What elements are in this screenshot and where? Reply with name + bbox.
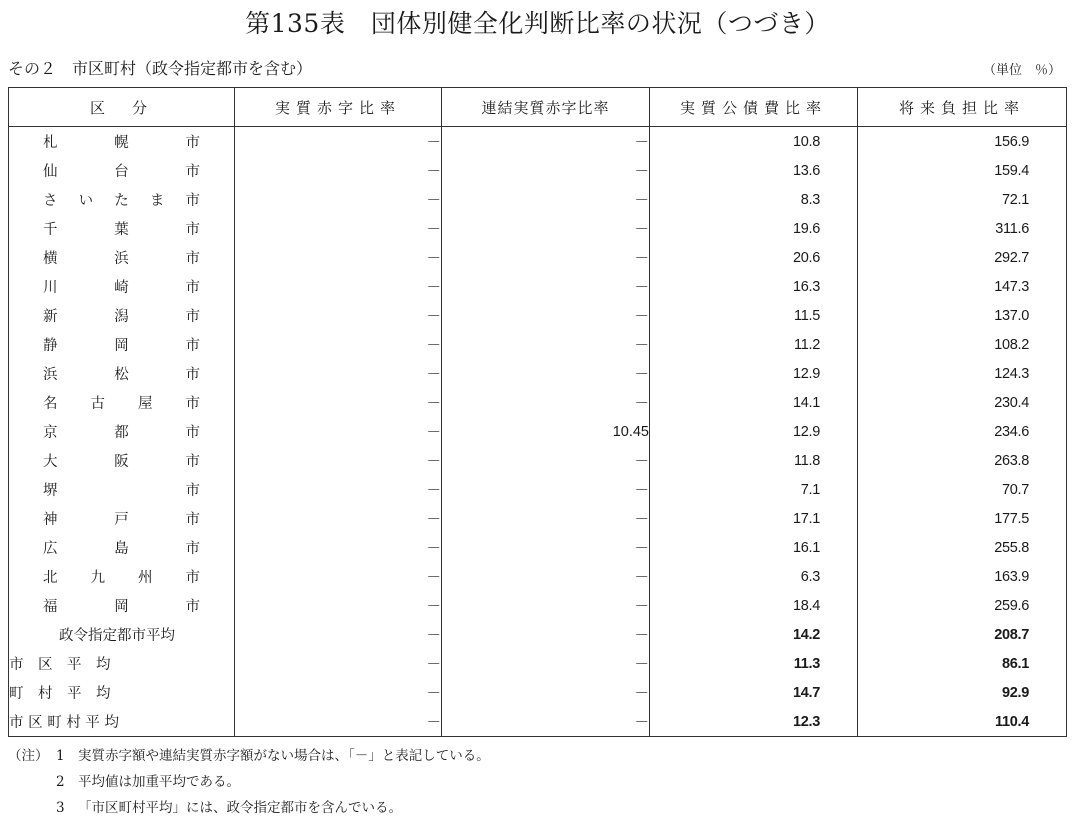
header-row [9, 88, 1067, 127]
consolidated-deficit-cell: － [442, 475, 650, 504]
future-burden-cell: 208.7 [858, 620, 1067, 649]
row-name [9, 359, 235, 388]
row-name-char: 幌 [114, 135, 129, 151]
row-name-char: 潟 [114, 309, 129, 325]
consolidated-deficit-cell: － [442, 185, 650, 214]
consolidated-deficit-cell: － [442, 214, 650, 243]
consolidated-deficit-cell: － [442, 504, 650, 533]
row-name-char: 戸 [114, 512, 129, 528]
row-name [9, 475, 235, 504]
row-name-char: 市 [185, 309, 200, 325]
row-name-char: 市 [185, 512, 200, 528]
consolidated-deficit-cell: 10.45 [442, 417, 650, 446]
row-name-char: 市 [185, 338, 200, 354]
row-name-char: 市 [185, 570, 200, 586]
debt-service-cell: 19.6 [650, 214, 858, 243]
debt-service-cell: 17.1 [650, 504, 858, 533]
future-burden-cell: 311.6 [858, 214, 1067, 243]
debt-service-cell: 11.3 [650, 649, 858, 678]
real-deficit-cell: － [235, 214, 442, 243]
future-burden-cell: 137.0 [858, 301, 1067, 330]
debt-service-cell: 7.1 [650, 475, 858, 504]
real-deficit-cell: － [235, 504, 442, 533]
future-burden-cell: 163.9 [858, 562, 1067, 591]
consolidated-deficit-cell: － [442, 562, 650, 591]
ratio-table [8, 87, 1067, 737]
row-name-char: 大 [43, 454, 58, 470]
row-name [9, 591, 235, 620]
real-deficit-cell: － [235, 272, 442, 301]
row-name-char: 川 [43, 280, 58, 296]
note-text: 実質赤字額や連結実質赤字額がない場合は、「－」と表記している。 [78, 748, 490, 764]
future-burden-cell: 234.6 [858, 417, 1067, 446]
row-name-char: 北 [43, 570, 58, 586]
real-deficit-cell: － [235, 185, 442, 214]
row-name [9, 504, 235, 533]
average-row [9, 707, 1067, 737]
average-row [9, 620, 1067, 649]
row-name-char: 市 [185, 367, 200, 383]
row-name-char: ま [149, 193, 165, 209]
row-name-char: 市 [185, 396, 200, 412]
consolidated-deficit-cell: － [442, 620, 650, 649]
table-row [9, 359, 1067, 388]
row-name-char: 浜 [43, 367, 58, 383]
real-deficit-cell: － [235, 156, 442, 185]
consolidated-deficit-cell: － [442, 649, 650, 678]
header-future-burden: 将来負担比率 [858, 88, 1067, 127]
row-name-char: 市 [185, 599, 200, 615]
row-name-char: 市 [185, 164, 200, 180]
row-name-char: た [114, 193, 129, 209]
debt-service-cell: 12.9 [650, 417, 858, 446]
row-name-char: 横 [43, 251, 58, 267]
table-row [9, 214, 1067, 243]
debt-service-cell: 8.3 [650, 185, 858, 214]
row-name-char: 福 [43, 599, 58, 615]
row-name-char: 市 [185, 193, 200, 209]
table-row [9, 156, 1067, 185]
row-name-char: 岡 [114, 599, 129, 615]
page-title: 第135表 団体別健全化判断比率の状況（つづき） [245, 9, 830, 38]
table-row [9, 127, 1067, 157]
notes [8, 743, 490, 821]
row-name-char: 都 [114, 425, 129, 441]
header-category: 区 分 [9, 88, 235, 127]
row-name-char: 九 [90, 570, 105, 586]
table-row [9, 562, 1067, 591]
real-deficit-cell: － [235, 301, 442, 330]
debt-service-cell: 13.6 [650, 156, 858, 185]
real-deficit-cell: － [235, 707, 442, 737]
table-row [9, 243, 1067, 272]
row-name [9, 446, 235, 475]
row-name-char: 古 [90, 396, 105, 412]
row-name-char: 千 [43, 222, 58, 238]
real-deficit-cell: － [235, 678, 442, 707]
consolidated-deficit-cell: － [442, 156, 650, 185]
consolidated-deficit-cell: － [442, 533, 650, 562]
debt-service-cell: 14.7 [650, 678, 858, 707]
debt-service-cell: 18.4 [650, 591, 858, 620]
table-row [9, 475, 1067, 504]
debt-service-cell: 11.2 [650, 330, 858, 359]
row-name [9, 301, 235, 330]
real-deficit-cell: － [235, 330, 442, 359]
consolidated-deficit-cell: － [442, 272, 650, 301]
future-burden-cell: 156.9 [858, 127, 1067, 157]
real-deficit-cell: － [235, 591, 442, 620]
row-name-char: 島 [114, 541, 129, 557]
row-name-char: 新 [43, 309, 58, 325]
row-name [9, 243, 235, 272]
future-burden-cell: 177.5 [858, 504, 1067, 533]
table-row [9, 533, 1067, 562]
consolidated-deficit-cell: － [442, 301, 650, 330]
future-burden-cell: 259.6 [858, 591, 1067, 620]
future-burden-cell: 92.9 [858, 678, 1067, 707]
average-name: 市 区 平 均 [9, 649, 235, 678]
average-name: 市 区 町 村 平 均 [9, 707, 235, 737]
note-text: 平均値は加重平均である。 [78, 774, 240, 790]
row-name-char: 崎 [114, 280, 129, 296]
row-name-char: 広 [43, 541, 58, 557]
row-name-char: 屋 [138, 396, 153, 412]
note-item [8, 795, 490, 821]
row-name-char: 岡 [114, 338, 129, 354]
consolidated-deficit-cell: － [442, 127, 650, 157]
row-name [9, 533, 235, 562]
future-burden-cell: 72.1 [858, 185, 1067, 214]
row-name-char: 仙 [43, 164, 58, 180]
note-number: 2 [56, 774, 65, 790]
real-deficit-cell: － [235, 417, 442, 446]
consolidated-deficit-cell: － [442, 359, 650, 388]
debt-service-cell: 12.3 [650, 707, 858, 737]
consolidated-deficit-cell: － [442, 678, 650, 707]
real-deficit-cell: － [235, 388, 442, 417]
table-row [9, 272, 1067, 301]
row-name [9, 214, 235, 243]
note-number: 1 [56, 748, 65, 764]
average-name: 政令指定都市平均 [9, 620, 235, 649]
row-name-char: 静 [43, 338, 58, 354]
row-name [9, 562, 235, 591]
row-name [9, 330, 235, 359]
note-text: 「市区町村平均」には、政令指定都市を含んでいる。 [78, 800, 402, 816]
row-name-char: 堺 [43, 483, 58, 499]
future-burden-cell: 108.2 [858, 330, 1067, 359]
table-row [9, 446, 1067, 475]
note-number: 3 [56, 800, 65, 816]
consolidated-deficit-cell: － [442, 446, 650, 475]
row-name-char: 松 [114, 367, 129, 383]
note-item [8, 769, 490, 795]
future-burden-cell: 255.8 [858, 533, 1067, 562]
average-name: 町 村 平 均 [9, 678, 235, 707]
real-deficit-cell: － [235, 359, 442, 388]
row-name-char: 台 [114, 164, 129, 180]
consolidated-deficit-cell: － [442, 330, 650, 359]
debt-service-cell: 20.6 [650, 243, 858, 272]
header-consolidated-deficit: 連結実質赤字比率 [442, 88, 650, 127]
consolidated-deficit-cell: － [442, 707, 650, 737]
row-name-char: 葉 [114, 222, 129, 238]
debt-service-cell: 12.9 [650, 359, 858, 388]
unit-label: （単位 ％） [982, 63, 1061, 78]
debt-service-cell: 10.8 [650, 127, 858, 157]
row-name-char: 市 [185, 222, 200, 238]
debt-service-cell: 6.3 [650, 562, 858, 591]
future-burden-cell: 70.7 [858, 475, 1067, 504]
row-name-char: 州 [138, 570, 153, 586]
real-deficit-cell: － [235, 446, 442, 475]
table-row [9, 330, 1067, 359]
row-name [9, 417, 235, 446]
future-burden-cell: 124.3 [858, 359, 1067, 388]
row-name-char: 阪 [114, 454, 129, 470]
table-row [9, 591, 1067, 620]
table-row [9, 417, 1067, 446]
row-name-char: 京 [43, 425, 58, 441]
future-burden-cell: 147.3 [858, 272, 1067, 301]
row-name-char: さ [43, 193, 58, 209]
future-burden-cell: 292.7 [858, 243, 1067, 272]
section-subtitle: その２ 市区町村（政令指定都市を含む） [8, 59, 313, 78]
row-name-char: 札 [43, 135, 58, 151]
debt-service-cell: 16.3 [650, 272, 858, 301]
row-name-char: 名 [43, 396, 58, 412]
row-name-char: 市 [185, 541, 200, 557]
row-name-char: 神 [43, 512, 58, 528]
row-name-char: 市 [185, 251, 200, 267]
average-row [9, 678, 1067, 707]
table-row [9, 504, 1067, 533]
debt-service-cell: 14.2 [650, 620, 858, 649]
future-burden-cell: 159.4 [858, 156, 1067, 185]
row-name [9, 185, 235, 214]
row-name-char: い [78, 193, 94, 209]
row-name-char: 市 [185, 280, 200, 296]
row-name-char: 市 [185, 135, 200, 151]
row-name-char: 浜 [114, 251, 129, 267]
future-burden-cell: 263.8 [858, 446, 1067, 475]
consolidated-deficit-cell: － [442, 243, 650, 272]
header-debt-service: 実質公債費比率 [650, 88, 858, 127]
row-name [9, 388, 235, 417]
debt-service-cell: 11.8 [650, 446, 858, 475]
table-row [9, 388, 1067, 417]
row-name [9, 127, 235, 157]
consolidated-deficit-cell: － [442, 591, 650, 620]
header-real-deficit: 実質赤字比率 [235, 88, 442, 127]
debt-service-cell: 14.1 [650, 388, 858, 417]
real-deficit-cell: － [235, 562, 442, 591]
note-item [8, 743, 490, 769]
table-row [9, 185, 1067, 214]
future-burden-cell: 230.4 [858, 388, 1067, 417]
real-deficit-cell: － [235, 475, 442, 504]
table-row [9, 301, 1067, 330]
debt-service-cell: 16.1 [650, 533, 858, 562]
real-deficit-cell: － [235, 127, 442, 157]
future-burden-cell: 86.1 [858, 649, 1067, 678]
row-name-char: 市 [185, 425, 200, 441]
real-deficit-cell: － [235, 533, 442, 562]
notes-label: （注） [8, 748, 49, 764]
consolidated-deficit-cell: － [442, 388, 650, 417]
debt-service-cell: 11.5 [650, 301, 858, 330]
row-name [9, 156, 235, 185]
row-name-char: 市 [185, 454, 200, 470]
real-deficit-cell: － [235, 243, 442, 272]
row-name-char: 市 [185, 483, 200, 499]
real-deficit-cell: － [235, 649, 442, 678]
real-deficit-cell: － [235, 620, 442, 649]
average-row [9, 649, 1067, 678]
future-burden-cell: 110.4 [858, 707, 1067, 737]
row-name [9, 272, 235, 301]
